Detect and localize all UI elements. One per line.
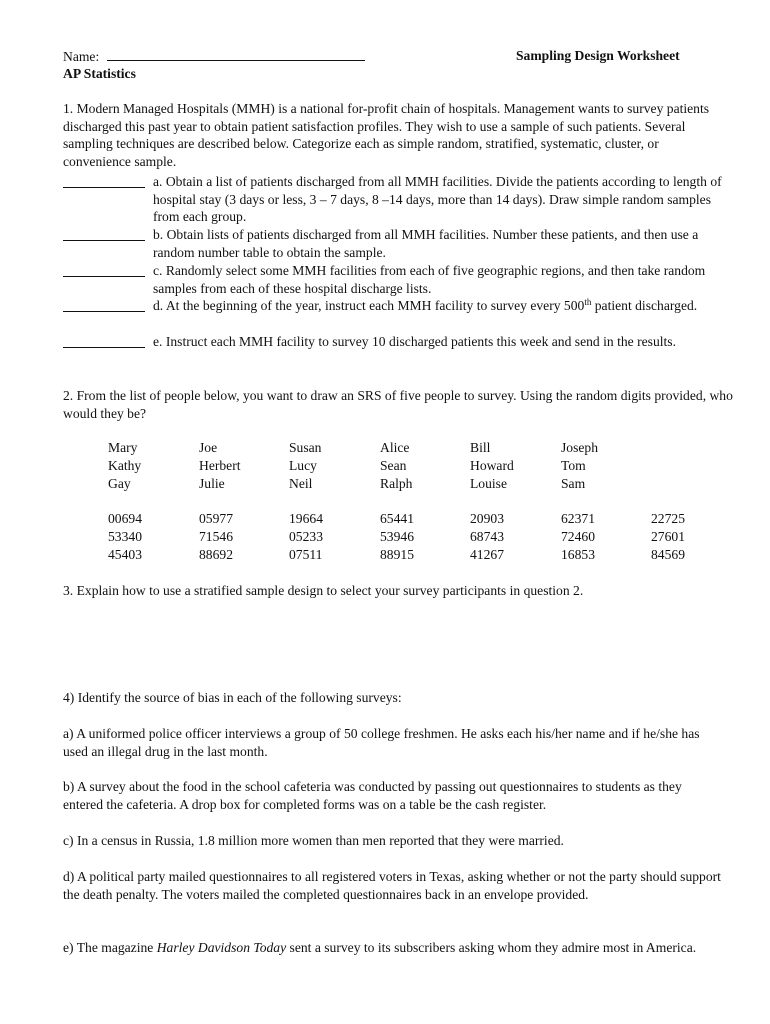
course-name: AP Statistics — [63, 66, 136, 81]
name-cell: Mary — [108, 440, 138, 455]
name-cell: Ralph — [380, 476, 413, 491]
q1-item-b — [63, 226, 723, 261]
name-cell: Sean — [380, 458, 407, 473]
name-cell: Neil — [289, 476, 313, 491]
q4-item-a: a) A uniformed police officer interviews a group of 50 college freshmen. He asks each his/her name and if he/she has used an illegal drug in the last month. — [63, 726, 700, 759]
q4-item-c: c) In a census in Russia, 1.8 million more women than men reported that they were married. — [63, 833, 564, 848]
name-cell: Louise — [470, 476, 507, 491]
name-cell: Howard — [470, 458, 514, 473]
q1-answer-blank-e[interactable] — [63, 333, 145, 348]
q1-text-c: c. Randomly select some MMH facilities from each of five geographic regions, and then take random samples from each of these hospital discharge lists. — [153, 263, 706, 296]
digit-cell: 20903 — [470, 511, 504, 526]
digit-cell: 22725 — [651, 511, 685, 526]
digit-cell: 88692 — [199, 547, 233, 562]
q1-intro: 1. Modern Managed Hospitals (MMH) is a national for-profit chain of hospitals. Management wants to survey patients discharged this past year to obtain patient satisfaction profiles. They wish to use a sample of such patients. Several sampling techniques are described below. Categorize each as simple random, stratified, systematic, cluster, or convenience sample. — [63, 101, 710, 169]
q1-text-e: e. Instruct each MMH facility to survey 10 discharged patients this week and send in the results. — [153, 334, 676, 349]
digit-cell: 68743 — [470, 529, 504, 544]
worksheet-title: Sampling Design Worksheet — [516, 48, 680, 63]
digit-cell: 62371 — [561, 511, 595, 526]
q1-answer-blank-a[interactable] — [63, 173, 145, 188]
q1-answer-blank-b[interactable] — [63, 226, 145, 241]
digit-cell: 65441 — [380, 511, 414, 526]
name-cell: Bill — [470, 440, 491, 455]
digit-cell: 19664 — [289, 511, 323, 526]
q1-item-d — [63, 297, 723, 315]
magazine-title: Harley Davidson Today — [156, 940, 287, 955]
q4-item-d: d) A political party mailed questionnaires to all registered voters in Texas, asking whether or not the party should support the death penalty. The voters mailed the completed questionnaires back in an envelope provided. — [63, 869, 721, 902]
digit-cell: 05977 — [199, 511, 233, 526]
name-blank[interactable] — [107, 47, 365, 61]
q3-text: 3. Explain how to use a stratified sample design to select your survey participants in question 2. — [63, 583, 584, 598]
q1-text-b: b. Obtain lists of patients discharged from all MMH facilities. Number these patients, and then use a random number table to obtain the sample. — [153, 227, 699, 260]
digit-cell: 53946 — [380, 529, 414, 544]
name-cell: Gay — [108, 476, 131, 491]
digit-cell: 72460 — [561, 529, 595, 544]
q1-text-d: d. At the beginning of the year, instruct each MMH facility to survey every 500th patient discharged. — [153, 297, 698, 313]
name-cell: Kathy — [108, 458, 142, 473]
digit-cell: 16853 — [561, 547, 595, 562]
q4-intro: 4) Identify the source of bias in each of the following surveys: — [63, 690, 402, 705]
name-cell: Sam — [561, 476, 586, 491]
digit-cell: 71546 — [199, 529, 233, 544]
digit-cell: 05233 — [289, 529, 323, 544]
digit-cell: 07511 — [289, 547, 323, 562]
q1-item-e — [63, 333, 723, 351]
name-cell: Joe — [199, 440, 218, 455]
digit-cell: 27601 — [651, 529, 685, 544]
digit-cell: 84569 — [651, 547, 685, 562]
digit-cell: 00694 — [108, 511, 142, 526]
name-cell: Julie — [199, 476, 225, 491]
q4-item-b: b) A survey about the food in the school cafeteria was conducted by passing out questionnaires to students as they entered the cafeteria. A drop box for completed forms was on a table be the cash register. — [63, 779, 682, 812]
q2-text: 2. From the list of people below, you want to draw an SRS of five people to survey. Using the random digits provided, who would they be? — [63, 388, 733, 421]
name-cell: Alice — [380, 440, 410, 455]
digit-cell: 41267 — [470, 547, 504, 562]
q1-answer-blank-c[interactable] — [63, 262, 145, 277]
digit-cell: 88915 — [380, 547, 414, 562]
q1-item-a — [63, 173, 723, 226]
q1-text-a: a. Obtain a list of patients discharged from all MMH facilities. Divide the patients according to length of hospital stay (3 days or less, 3 – 7 days, 8 –14 days, more than 14 days). Draw simple random samples from each group. — [153, 174, 722, 225]
name-cell: Tom — [561, 458, 586, 473]
name-label: Name: — [63, 49, 100, 64]
name-field[interactable] — [63, 47, 365, 66]
name-cell: Lucy — [289, 458, 317, 473]
q4-item-e: e) The magazine Harley Davidson Today sent a survey to its subscribers asking whom they admire most in America. — [63, 940, 697, 955]
name-cell: Joseph — [561, 440, 599, 455]
digit-cell: 53340 — [108, 529, 142, 544]
name-cell: Susan — [289, 440, 322, 455]
name-cell: Herbert — [199, 458, 241, 473]
q1-item-c — [63, 262, 723, 297]
q1-answer-blank-d[interactable] — [63, 297, 145, 312]
digit-cell: 45403 — [108, 547, 142, 562]
